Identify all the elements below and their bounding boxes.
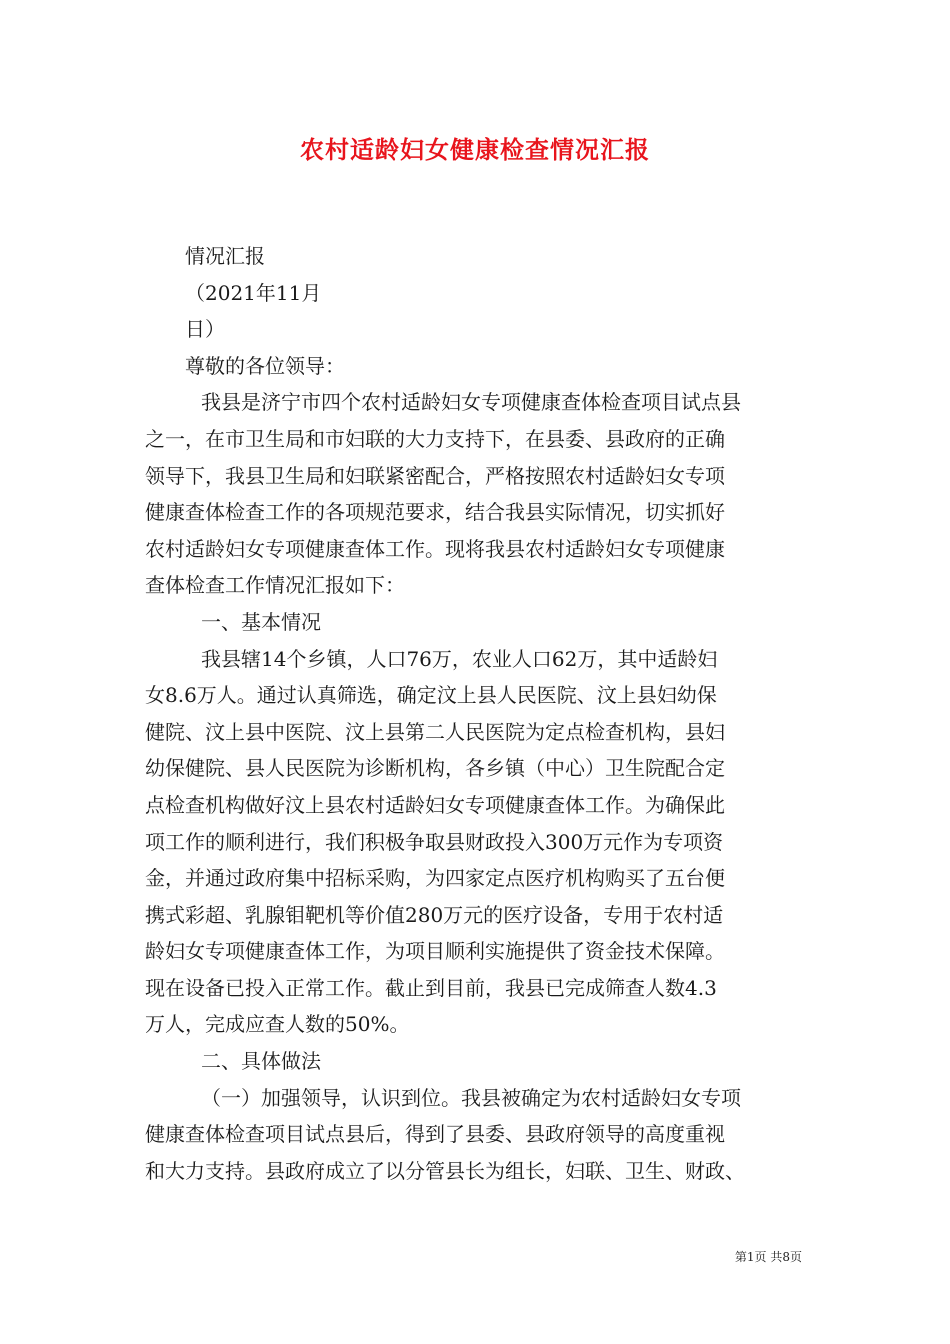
document-body <box>145 238 810 1189</box>
body-line: 女8.6万人。通过认真筛选，确定汶上县人民医院、汶上县妇幼保 <box>145 683 717 708</box>
body-line: 我县辖14个乡镇，人口76万，农业人口62万，其中适龄妇 <box>201 646 718 671</box>
body-line: 健康查体检查项目试点县后，得到了县委、县政府领导的高度重视 <box>145 1122 725 1147</box>
report-heading: 情况汇报 <box>185 244 265 268</box>
body-line: 点检查机构做好汶上县农村适龄妇女专项健康查体工作。为确保此 <box>145 792 725 817</box>
body-line: 项工作的顺利进行，我们积极争取县财政投入300万元作为专项资 <box>145 829 724 854</box>
body-line: 万人，完成应查人数的50%。 <box>145 1012 410 1037</box>
document-title: 农村适龄妇女健康检查情况汇报 <box>300 135 650 164</box>
body-line: 幼保健院、县人民医院为诊断机构，各乡镇（中心）卫生院配合定 <box>145 756 725 781</box>
body-line: 健康查体检查工作的各项规范要求，结合我县实际情况，切实抓好 <box>145 500 725 525</box>
section-heading: 二、具体做法 <box>201 1049 321 1074</box>
body-line: 和大力支持。县政府成立了以分管县长为组长，妇联、卫生、财政、 <box>145 1158 745 1183</box>
report-date-cont: 日） <box>185 317 225 342</box>
body-line: 携式彩超、乳腺钼靶机等价值280万元的医疗设备，专用于农村适 <box>145 902 724 927</box>
body-line: 之一，在市卫生局和市妇联的大力支持下，在县委、县政府的正确 <box>145 426 725 451</box>
body-line: 农村适龄妇女专项健康查体工作。现将我县农村适龄妇女专项健康 <box>145 536 725 561</box>
body-line: 龄妇女专项健康查体工作，为项目顺利实施提供了资金技术保障。 <box>145 939 725 964</box>
section-heading: 一、基本情况 <box>201 609 321 634</box>
body-line: 金，并通过政府集中招标采购，为四家定点医疗机构购买了五台便 <box>145 866 725 891</box>
page-number: 第1页 共8页 <box>734 1250 802 1264</box>
body-line: （一）加强领导，认识到位。我县被确定为农村适龄妇女专项 <box>201 1085 741 1110</box>
salutation: 尊敬的各位领导： <box>185 353 345 378</box>
body-line: 领导下，我县卫生局和妇联紧密配合，严格按照农村适龄妇女专项 <box>145 463 725 488</box>
report-date: （2021年11月 <box>185 280 322 305</box>
body-line: 查体检查工作情况汇报如下： <box>145 573 405 598</box>
body-line: 我县是济宁市四个农村适龄妇女专项健康查体检查项目试点县 <box>201 390 741 415</box>
body-line: 现在设备已投入正常工作。截止到目前，我县已完成筛查人数4.3 <box>145 975 717 1000</box>
body-line: 健院、汶上县中医院、汶上县第二人民医院为定点检查机构，县妇 <box>145 719 725 744</box>
